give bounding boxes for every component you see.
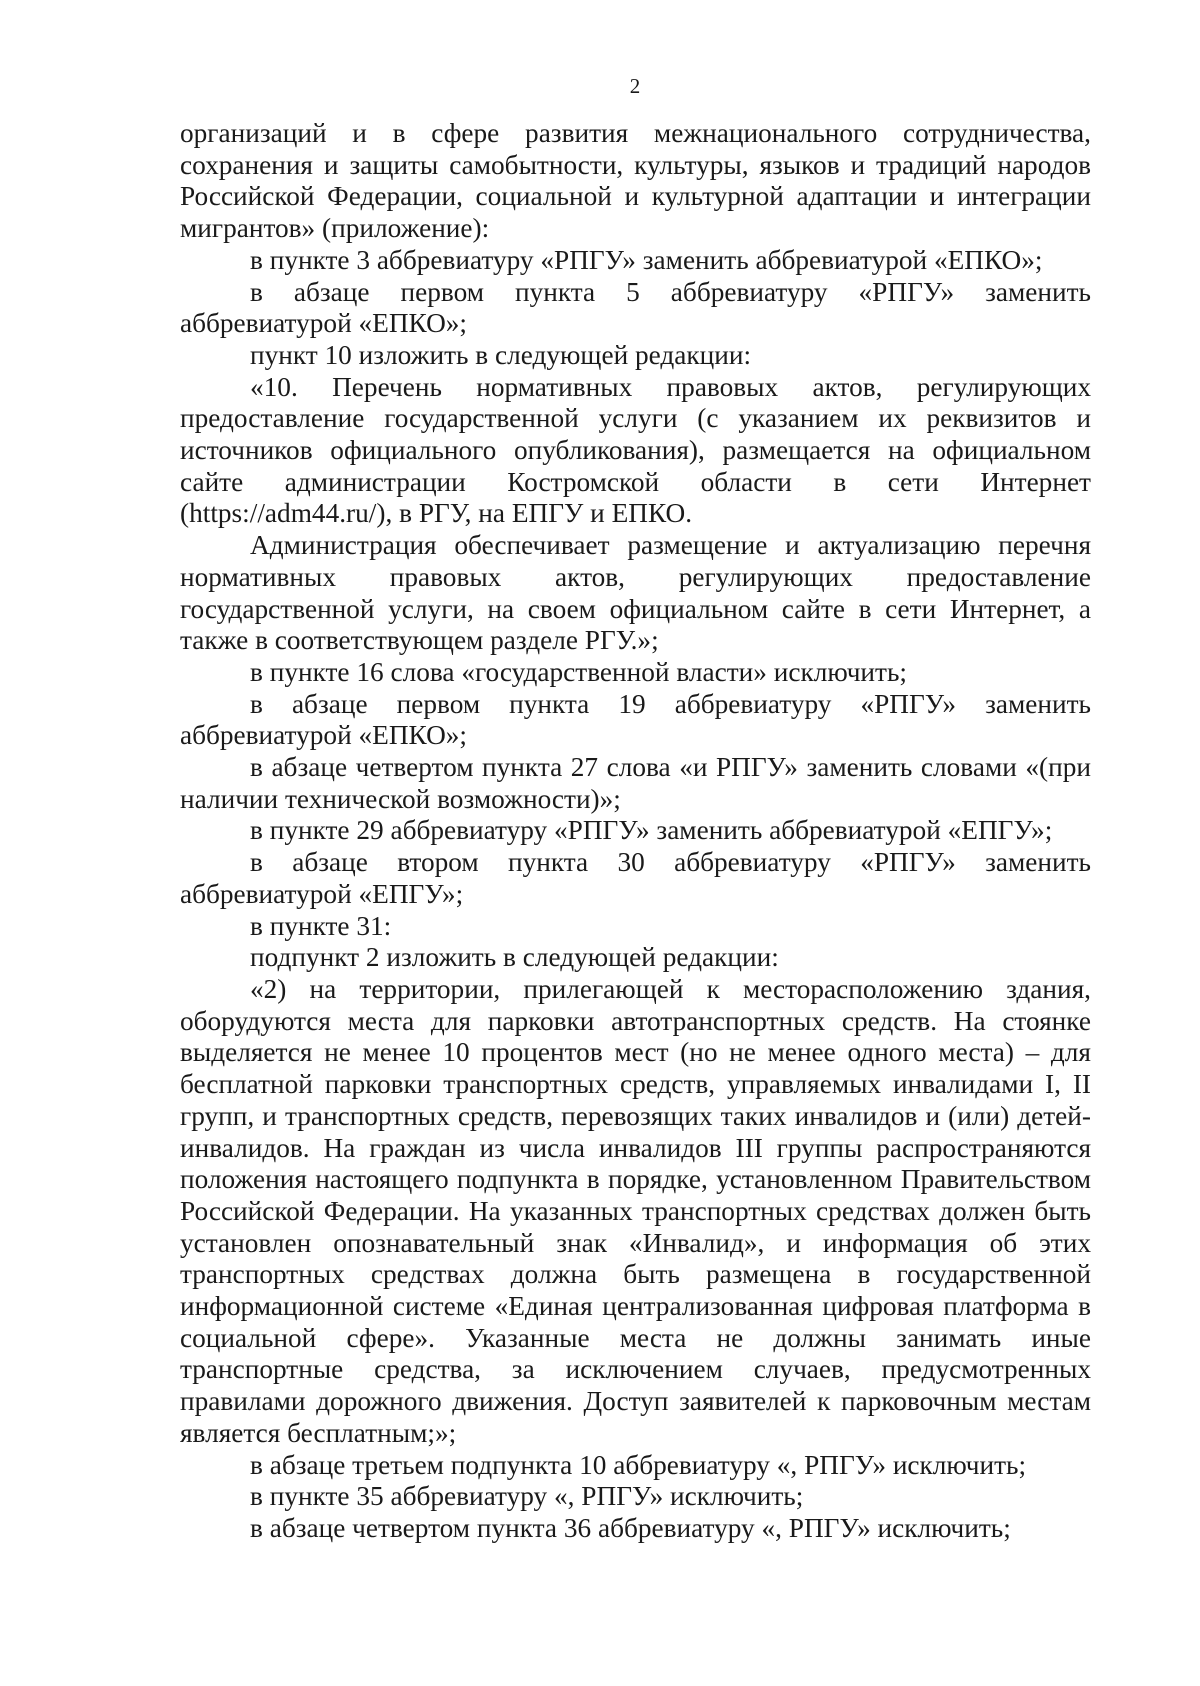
- paragraph: в абзаце первом пункта 5 аббревиатуру «РПГУ» заменить аббревиатурой «ЕПКО»;: [180, 276, 1091, 339]
- paragraph: в пункте 3 аббревиатуру «РПГУ» заменить аббревиатурой «ЕПКО»;: [250, 244, 1043, 275]
- paragraph: Администрация обеспечивает размещение и актуализацию перечня нормативных правовых актов, регулирующих предоставление государственной услуги, на своем официальном сайте в сети Интернет, а также в соответствующем разделе РГУ.»;: [180, 530, 1091, 656]
- paragraph: в пункте 35 аббревиатуру «, РПГУ» исключить;: [250, 1481, 804, 1512]
- paragraph: в пункте 16 слова «государственной власти» исключить;: [250, 656, 907, 687]
- paragraph: в абзаце втором пункта 30 аббревиатуру «РПГУ» заменить аббревиатурой «ЕПГУ»;: [180, 847, 1091, 909]
- paragraph: «2) на территории, прилегающей к месторасположению здания, оборудуются места для парковки автотранспортных средств. На стоянке выделяется не менее 10 процентов мест (но не менее одного места) – для бесплатной парковки транспортных средств, управляемых инвалидами I, II групп, и транспортных средств, перевозящих таких инвалидов и (или) детей-инвалидов. На граждан из числа инвалидов III группы распространяются положения настоящего подпункта в порядке, установленном Правительством Российской Федерации. На указанных транспортных средствах должен быть установлен опознавательный знак «Инвалид», и информация об этих транспортных средствах должна быть размещена в государственной информационной системе «Единая централизованная цифровая платформа в социальной сфере». Указанные места не должны занимать иные транспортные средства, за исключением случаев, предусмотренных правилами дорожного движения. Доступ заявителей к парковочным местам является бесплатным;»;: [180, 973, 1091, 1448]
- paragraph: в абзаце первом пункта 19 аббревиатуру «РПГУ» заменить аббревиатурой «ЕПКО»;: [180, 688, 1091, 751]
- paragraph: в пункте 31:: [250, 910, 392, 941]
- paragraph: в абзаце четвертом пункта 36 аббревиатуру «, РПГУ» исключить;: [250, 1512, 1011, 1543]
- paragraph: «10. Перечень нормативных правовых актов, регулирующих предоставление государственной услуги (с указанием их реквизитов и источников официального опубликования), размещается на официальном сайте администрации Костромской области в сети Интернет (https://adm44.ru/), в РГУ, на ЕПГУ и ЕПКО.: [180, 371, 1091, 529]
- paragraph: в пункте 29 аббревиатуру «РПГУ» заменить аббревиатурой «ЕПГУ»;: [250, 815, 1053, 846]
- page-number: 2: [629, 74, 641, 98]
- paragraph: в абзаце четвертом пункта 27 слова «и РПГУ» заменить словами «(при наличии технической возможности)»;: [180, 752, 1091, 814]
- paragraph: организаций и в сфере развития межнационального сотрудничества, сохранения и защиты самобытности, культуры, языков и традиций народов Российской Федерации, социальной и культурной адаптации и интеграции мигрантов» (приложение):: [180, 118, 1091, 244]
- document-body: [180, 118, 1091, 1545]
- paragraph: пункт 10 изложить в следующей редакции:: [250, 339, 752, 370]
- paragraph: в абзаце третьем подпункта 10 аббревиатуру «, РПГУ» исключить;: [250, 1449, 1027, 1480]
- paragraph: подпункт 2 изложить в следующей редакции:: [250, 942, 779, 973]
